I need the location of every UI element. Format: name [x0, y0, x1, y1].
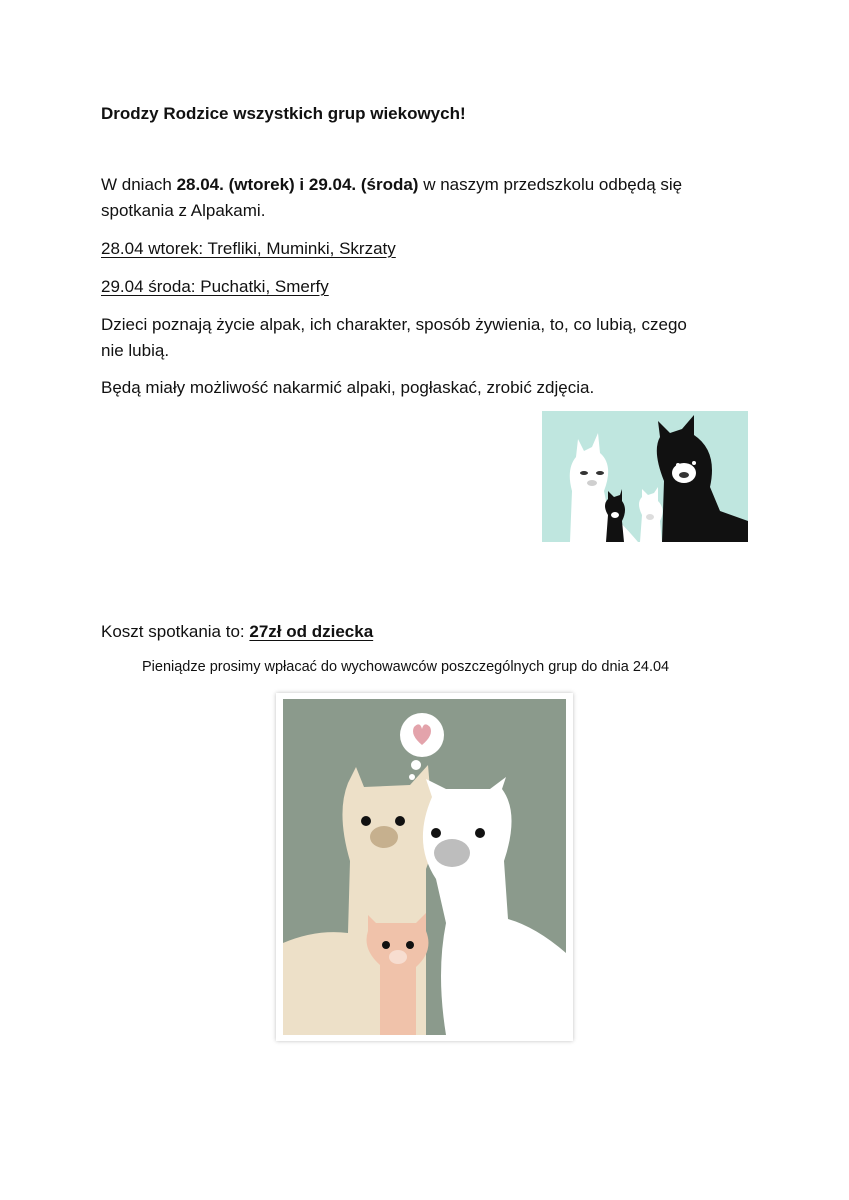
schedule-tuesday: 28.04 wtorek: Trefliki, Muminki, Skrzaty: [101, 239, 396, 258]
llama-family-picture: [542, 411, 748, 542]
alpaca-family-picture: [276, 693, 573, 1041]
meeting-dates: 28.04. (wtorek) i 29.04. (środa): [176, 175, 419, 194]
intro-line-2: spotkania z Alpakami.: [101, 201, 266, 220]
intro-line-1: [101, 172, 682, 197]
greeting-heading: Drodzy Rodzice wszystkich grup wiekowych!: [101, 104, 466, 123]
description-line-2: nie lubią.: [101, 341, 170, 360]
schedule-wednesday: 29.04 środa: Puchatki, Smerfy: [101, 277, 329, 296]
activities-text: Będą miały możliwość nakarmić alpaki, pogłaskać, zrobić zdjęcia.: [101, 378, 595, 397]
cost-line: [101, 619, 373, 644]
cost-label: Koszt spotkania to:: [101, 622, 250, 641]
payment-note: Pieniądze prosimy wpłacać do wychowawców poszczególnych grup do dnia 24.04: [142, 659, 670, 675]
intro-text-a: W dniach: [101, 175, 177, 194]
llamas-illustration-top: [542, 411, 748, 542]
alpacas-illustration-bottom: [276, 693, 573, 1041]
cost-amount: 27zł od dziecka: [249, 622, 374, 641]
description-line-1: Dzieci poznają życie alpak, ich charakter, sposób żywienia, to, co lubią, czego: [101, 315, 687, 334]
intro-text-b: w naszym przedszkolu odbędą się: [418, 175, 683, 194]
